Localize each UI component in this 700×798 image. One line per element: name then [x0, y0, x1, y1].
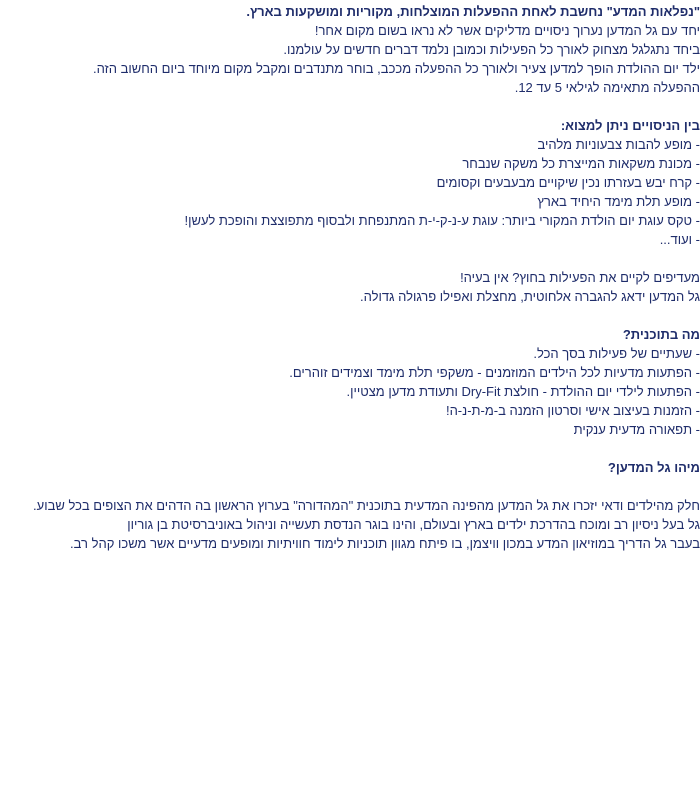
spacer [0, 477, 700, 496]
program-heading: מה בתוכנית? [622, 327, 700, 342]
spacer [0, 439, 700, 458]
experiment-item: - קרח יבש בעזרתו נכין שיקויים מבעבעים וקסומים [436, 175, 700, 190]
about-heading: מיהו גל המדען? [607, 460, 700, 475]
intro-line: ילד יום ההולדת הופך למדען צעיר ולאורך כל ההפעלה מככב, בוחר מתנדבים ומקבל מקום מיוחד ביום החשוב הזה. [92, 61, 700, 76]
about-line: גל בעל ניסיון רב ומוכח בהדרכת ילדים בארץ ובעולם, והינו בוגר הנדסת תעשייה וניהול באוניברסיטת בן גוריון [127, 517, 700, 532]
about-line: בעבר גל הדריך במוזיאון המדע במכון וויצמן, בו פיתח מגוון תוכניות לימוד חוויתיות ומופעים מדעיים אשר משכו קהל רב. [70, 536, 700, 551]
experiments-heading: בין הניסויים ניתן למצוא: [560, 118, 700, 133]
outdoor-question: מעדיפים לקיים את הפעילות בחוץ? אין בעיה! [460, 270, 700, 285]
experiment-item: - מופע תלת מימד היחיד בארץ [537, 194, 700, 209]
age-range-line: ההפעלה מתאימה לגילאי 5 עד 12. [514, 80, 700, 95]
intro-line: יחד עם גל המדען נערוך ניסויים מדליקים אשר לא נראו בשום מקום אחר! [314, 23, 700, 38]
experiment-item: - ועוד... [659, 232, 700, 247]
intro-headline: "נפלאות המדע" נחשבת לאחת ההפעלות המוצלחות, מקוריות ומושקעות בארץ. [246, 4, 700, 19]
experiment-item: - טקס עוגת יום הולדת המקורי ביותר: עוגת ע-נ-ק-י-ת המתנפחת ולבסוף מתפוצצת והופכת לעשן! [184, 213, 700, 228]
spacer [0, 249, 700, 268]
intro-line: ביחד נתגלגל מצחוק לאורך כל הפעילות וכמובן נלמד דברים חדשים על עולמנו. [283, 42, 700, 57]
experiment-item: - מכונת משקאות המייצרת כל משקה שנבחר [462, 156, 700, 171]
experiment-item: - מופע להבות צבעוניות מלהיב [537, 137, 700, 152]
outdoor-answer: גל המדען ידאג להגברה אלחוטית, מחצלת ואפילו פרגולה גדולה. [360, 289, 700, 304]
spacer [0, 306, 700, 325]
program-item: - הפתעות לילדי יום ההולדת - חולצת Dry-Fit ותעודת מדען מצטיין. [346, 384, 700, 399]
spacer [0, 97, 700, 116]
program-item: - תפאורה מדעית ענקית [573, 422, 700, 437]
about-line: חלק מהילדים ודאי יזכרו את גל המדען מהפינה המדעית בתוכנית "המהדורה" בערוץ הראשון בה הדהים את הצופים בכל שבוע. [33, 498, 700, 513]
program-item: - שעתיים של פעילות בסך הכל. [533, 346, 700, 361]
program-item: - הפתעות מדעיות לכל הילדים המוזמנים - משקפי תלת מימד וצמידים זוהרים. [289, 365, 700, 380]
program-item: - הזמנות בעיצוב אישי וסרטון הזמנה ב-מ-ת-נ-ה! [445, 403, 700, 418]
